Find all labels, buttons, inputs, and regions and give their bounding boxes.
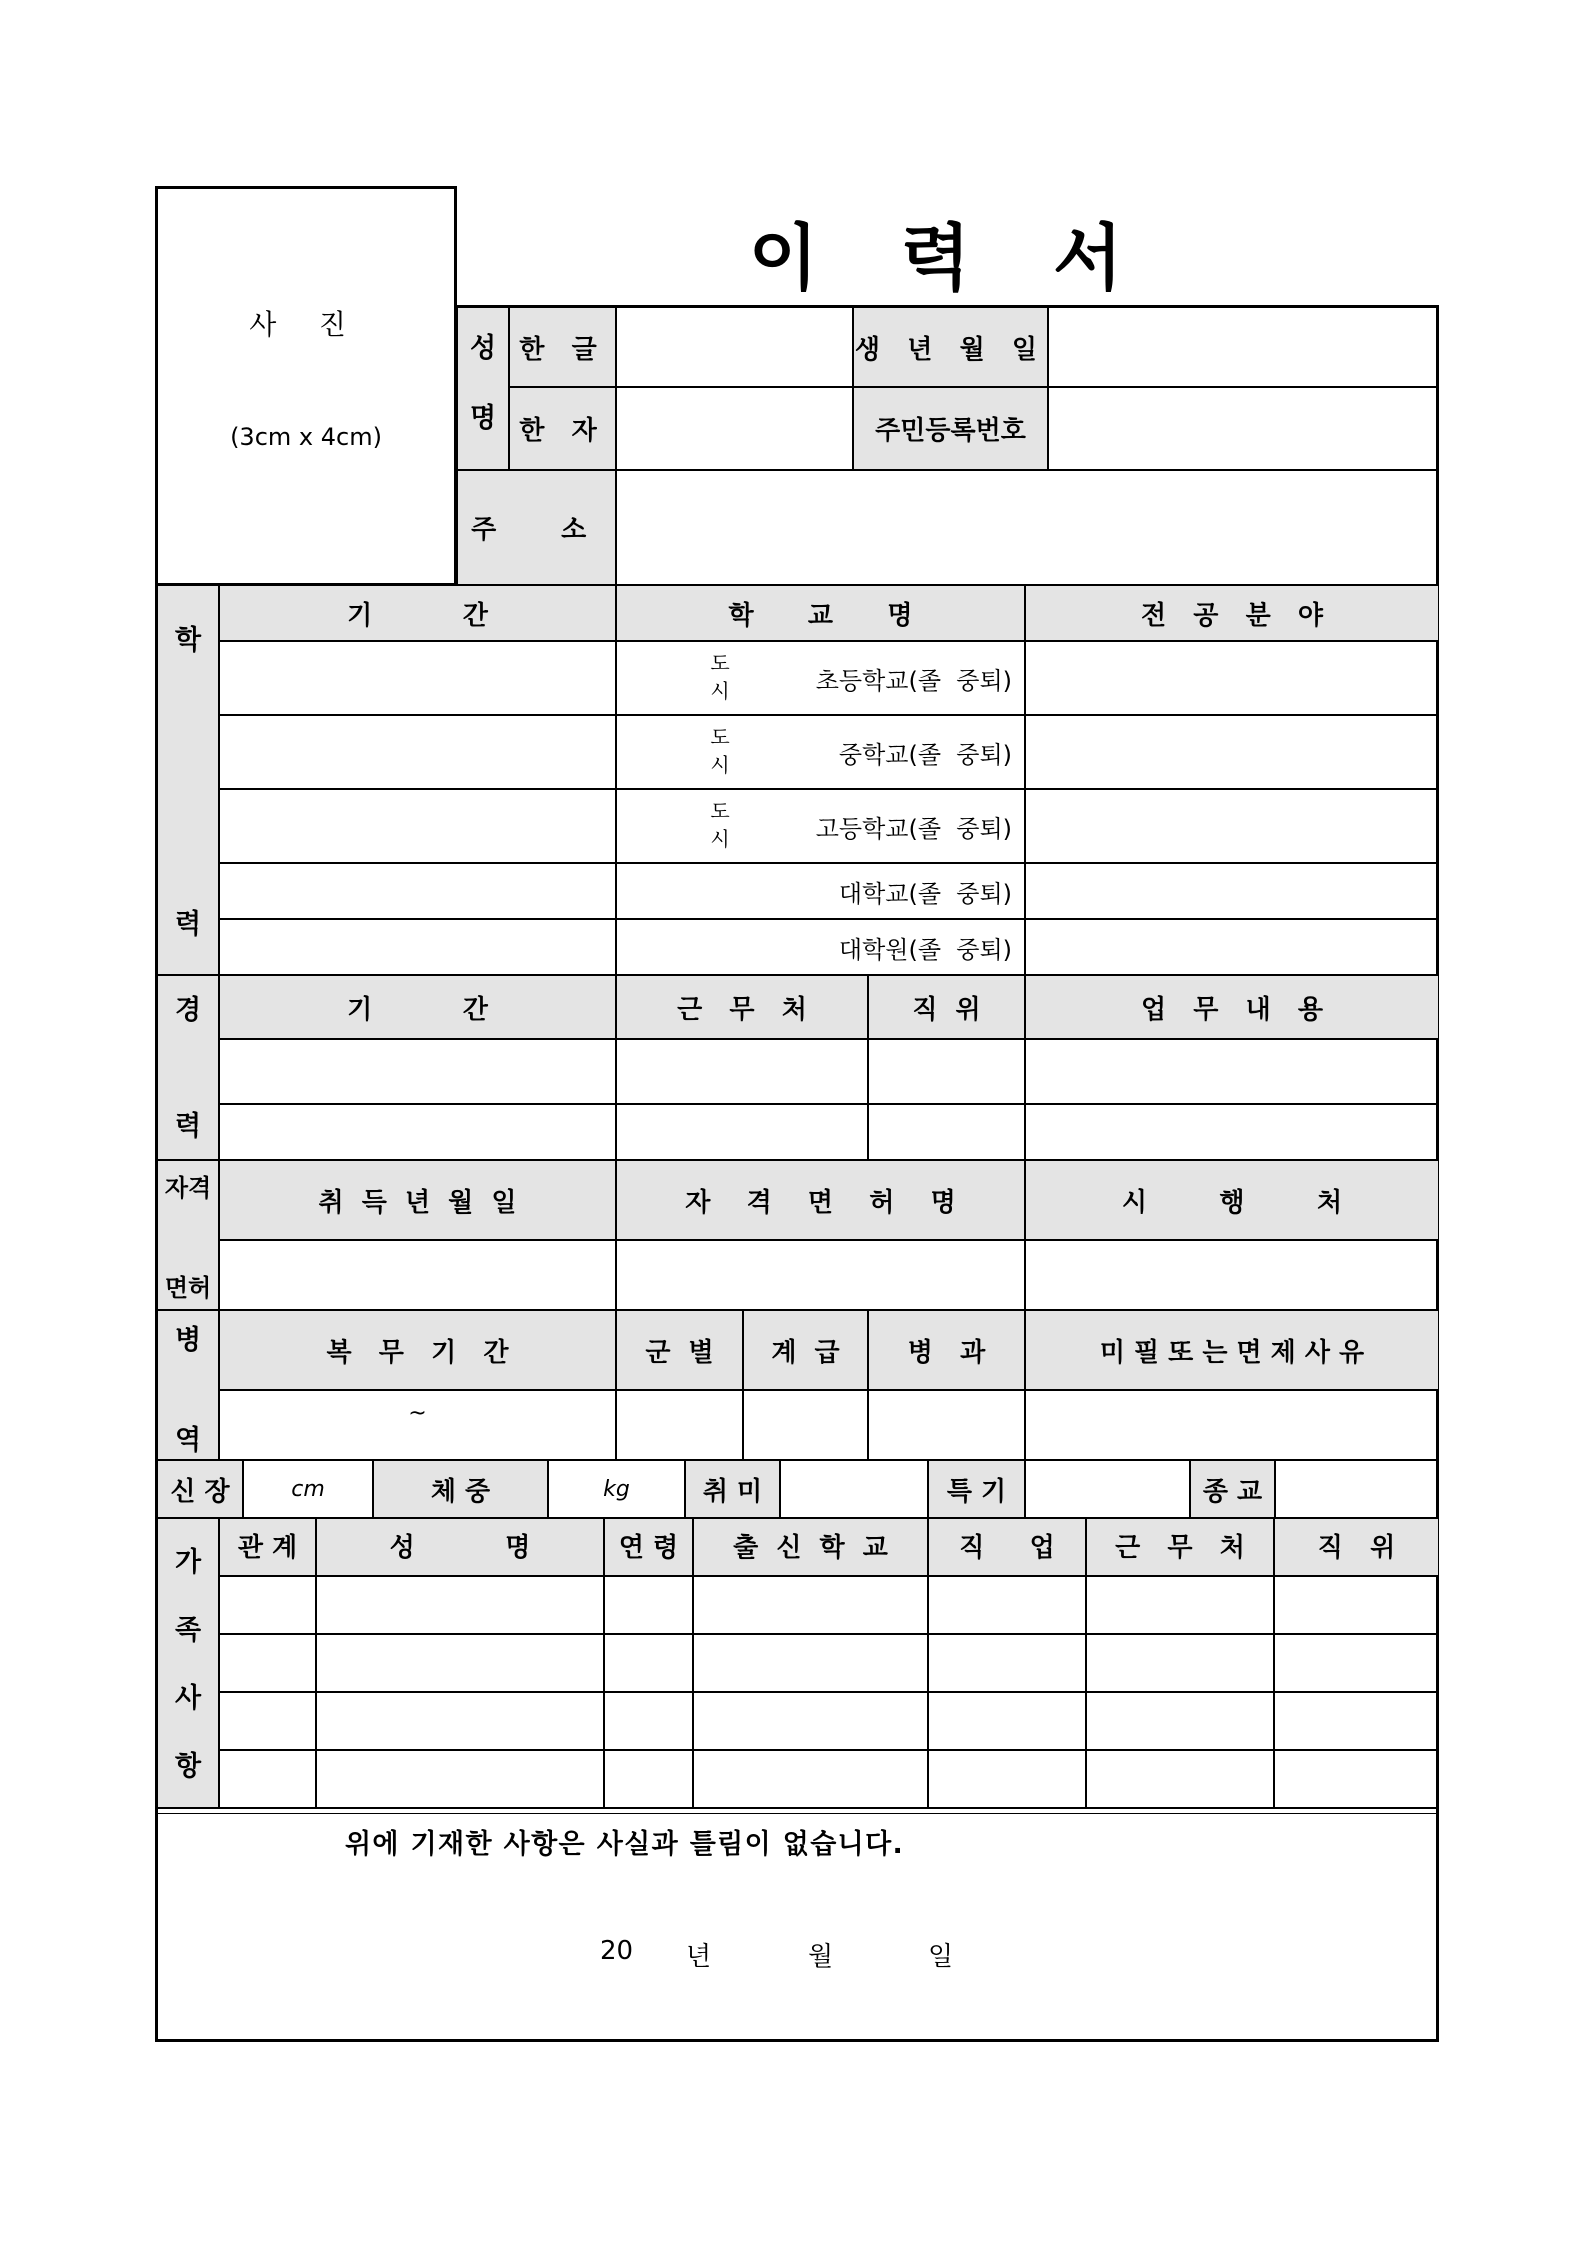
education-major-3[interactable] bbox=[1025, 789, 1439, 863]
page-title: 이 력 서 bbox=[748, 216, 1152, 300]
city-label-3-a: 도 bbox=[710, 799, 730, 823]
military-header-specialty: 병 과 bbox=[868, 1310, 1025, 1390]
id-number-label: 주민등록번호 bbox=[853, 387, 1048, 470]
education-school-2[interactable] bbox=[616, 715, 1025, 789]
career-duties-2[interactable] bbox=[1025, 1104, 1439, 1160]
education-period-4[interactable] bbox=[219, 863, 616, 919]
career-side-1: 경 bbox=[174, 995, 202, 1026]
family-row-1-position[interactable] bbox=[1274, 1576, 1439, 1634]
education-header-major: 전 공 분 야 bbox=[1025, 585, 1439, 641]
photo-label: 사 진 bbox=[249, 308, 363, 341]
height-label: 신 장 bbox=[157, 1460, 243, 1518]
military-specialty-field[interactable] bbox=[868, 1390, 1025, 1460]
education-school-1[interactable] bbox=[616, 641, 1025, 715]
address-field[interactable] bbox=[616, 470, 1439, 585]
education-header-period: 기 간 bbox=[219, 585, 616, 641]
hangul-name-field[interactable] bbox=[616, 307, 853, 387]
family-header-job: 직 업 bbox=[928, 1518, 1086, 1576]
family-header-name: 성 명 bbox=[316, 1518, 604, 1576]
license-side-1: 자격 bbox=[164, 1174, 212, 1202]
footer-year: 20 bbox=[600, 1936, 634, 1966]
education-period-2[interactable] bbox=[219, 715, 616, 789]
military-header-rank: 계 급 bbox=[743, 1310, 868, 1390]
family-row-2-name[interactable] bbox=[316, 1634, 604, 1692]
military-exemption-field[interactable] bbox=[1025, 1390, 1439, 1460]
city-label-1-b: 시 bbox=[710, 679, 730, 703]
skill-field[interactable] bbox=[1025, 1460, 1190, 1518]
footer-year-label: 년 bbox=[686, 1942, 712, 1972]
family-header-age: 연 령 bbox=[604, 1518, 693, 1576]
footer-month-label: 월 bbox=[808, 1942, 834, 1972]
family-side-1: 가 bbox=[174, 1547, 202, 1578]
military-rank-field[interactable] bbox=[743, 1390, 868, 1460]
military-side-2: 역 bbox=[174, 1425, 202, 1456]
family-row-2-workplace[interactable] bbox=[1086, 1634, 1274, 1692]
family-row-3-school[interactable] bbox=[693, 1692, 928, 1750]
license-header-date: 취 득 년 월 일 bbox=[219, 1160, 616, 1240]
family-row-3-relation[interactable] bbox=[219, 1692, 316, 1750]
city-label-3-b: 시 bbox=[710, 827, 730, 851]
skill-label: 특 기 bbox=[928, 1460, 1025, 1518]
family-side-2: 족 bbox=[174, 1615, 202, 1646]
education-school-4-text: 대학교(졸 중퇴) bbox=[838, 879, 1012, 908]
height-field[interactable] bbox=[243, 1460, 373, 1518]
career-period-2[interactable] bbox=[219, 1104, 616, 1160]
weight-field[interactable] bbox=[548, 1460, 685, 1518]
footer-day-label: 일 bbox=[928, 1942, 954, 1972]
military-header-exemption: 미 필 또 는 면 제 사 유 bbox=[1025, 1310, 1439, 1390]
family-row-4-workplace[interactable] bbox=[1086, 1750, 1274, 1808]
career-period-1[interactable] bbox=[219, 1039, 616, 1104]
family-row-1-relation[interactable] bbox=[219, 1576, 316, 1634]
education-header-school: 학 교 명 bbox=[616, 585, 1025, 641]
military-period-tilde: ~ bbox=[408, 1401, 427, 1426]
education-school-3[interactable] bbox=[616, 789, 1025, 863]
license-issuer-1[interactable] bbox=[1025, 1240, 1439, 1310]
military-branch-field[interactable] bbox=[616, 1390, 743, 1460]
military-header-branch: 군 별 bbox=[616, 1310, 743, 1390]
name-side-2: 명 bbox=[469, 403, 497, 434]
education-major-2[interactable] bbox=[1025, 715, 1439, 789]
education-major-5[interactable] bbox=[1025, 919, 1439, 975]
license-header-issuer: 시 행 처 bbox=[1025, 1160, 1439, 1240]
education-school-3-text: 고등학교(졸 중퇴) bbox=[815, 814, 1012, 843]
footer-statement: 위에 기재한 사항은 사실과 틀림이 없습니다. bbox=[345, 1829, 905, 1860]
military-side-1: 병 bbox=[174, 1325, 202, 1356]
address-label: 주 소 bbox=[457, 470, 616, 585]
city-label-2-b: 시 bbox=[710, 753, 730, 777]
family-row-3-workplace[interactable] bbox=[1086, 1692, 1274, 1750]
family-header-school: 출 신 학 교 bbox=[693, 1518, 928, 1576]
career-header-period: 기 간 bbox=[219, 975, 616, 1039]
family-row-4-relation[interactable] bbox=[219, 1750, 316, 1808]
education-side-1: 학 bbox=[174, 625, 202, 656]
education-major-4[interactable] bbox=[1025, 863, 1439, 919]
family-row-2-position[interactable] bbox=[1274, 1634, 1439, 1692]
education-school-5[interactable] bbox=[616, 919, 1025, 975]
family-row-4-job[interactable] bbox=[928, 1750, 1086, 1808]
hangul-label: 한 글 bbox=[509, 307, 616, 387]
family-row-1-school[interactable] bbox=[693, 1576, 928, 1634]
family-row-1-workplace[interactable] bbox=[1086, 1576, 1274, 1634]
family-side-3: 사 bbox=[174, 1683, 202, 1714]
education-period-3[interactable] bbox=[219, 789, 616, 863]
family-row-4-position[interactable] bbox=[1274, 1750, 1439, 1808]
family-row-2-relation[interactable] bbox=[219, 1634, 316, 1692]
career-position-1[interactable] bbox=[868, 1039, 1025, 1104]
education-school-2-text: 중학교(졸 중퇴) bbox=[838, 740, 1012, 769]
religion-label: 종 교 bbox=[1190, 1460, 1275, 1518]
license-side-2: 면허 bbox=[164, 1274, 212, 1302]
weight-label: 체 중 bbox=[373, 1460, 548, 1518]
career-workplace-2[interactable] bbox=[616, 1104, 868, 1160]
education-school-1-text: 초등학교(졸 중퇴) bbox=[815, 666, 1012, 695]
family-row-1-age[interactable] bbox=[604, 1576, 693, 1634]
photo-size: (3cm x 4cm) bbox=[230, 423, 382, 451]
family-row-2-school[interactable] bbox=[693, 1634, 928, 1692]
family-row-3-name[interactable] bbox=[316, 1692, 604, 1750]
education-period-5[interactable] bbox=[219, 919, 616, 975]
family-header-position: 직 위 bbox=[1274, 1518, 1439, 1576]
family-side-4: 항 bbox=[174, 1751, 202, 1782]
career-side-2: 력 bbox=[174, 1111, 202, 1142]
family-row-3-position[interactable] bbox=[1274, 1692, 1439, 1750]
career-header-workplace: 근 무 처 bbox=[616, 975, 868, 1039]
family-header-workplace: 근 무 처 bbox=[1086, 1518, 1274, 1576]
license-name-1[interactable] bbox=[616, 1240, 1025, 1310]
birth-field[interactable] bbox=[1048, 307, 1439, 387]
education-period-1[interactable] bbox=[219, 641, 616, 715]
weight-unit: kg bbox=[603, 1476, 630, 1502]
family-row-3-age[interactable] bbox=[604, 1692, 693, 1750]
name-side-1: 성 bbox=[469, 333, 497, 364]
id-number-field[interactable] bbox=[1048, 387, 1439, 470]
family-header-relation: 관 계 bbox=[219, 1518, 316, 1576]
career-header-duties: 업 무 내 용 bbox=[1025, 975, 1439, 1039]
military-period-field[interactable] bbox=[219, 1390, 616, 1460]
family-row-2-age[interactable] bbox=[604, 1634, 693, 1692]
family-row-1-name[interactable] bbox=[316, 1576, 604, 1634]
family-row-4-school[interactable] bbox=[693, 1750, 928, 1808]
military-header-period: 복 무 기 간 bbox=[219, 1310, 616, 1390]
education-major-1[interactable] bbox=[1025, 641, 1439, 715]
birth-label: 생 년 월 일 bbox=[853, 307, 1048, 387]
family-row-1-job[interactable] bbox=[928, 1576, 1086, 1634]
career-header-position: 직 위 bbox=[868, 975, 1025, 1039]
city-label-3 bbox=[700, 797, 740, 853]
religion-field[interactable] bbox=[1275, 1460, 1439, 1518]
city-label-1 bbox=[700, 649, 740, 705]
license-date-1[interactable] bbox=[219, 1240, 616, 1310]
footer-separator bbox=[157, 1808, 1439, 1814]
hobby-field[interactable] bbox=[780, 1460, 928, 1518]
hobby-label: 취 미 bbox=[685, 1460, 780, 1518]
city-label-2 bbox=[700, 723, 740, 779]
family-row-4-age[interactable] bbox=[604, 1750, 693, 1808]
career-workplace-1[interactable] bbox=[616, 1039, 868, 1104]
height-unit: cm bbox=[291, 1476, 325, 1502]
family-row-2-job[interactable] bbox=[928, 1634, 1086, 1692]
city-label-1-a: 도 bbox=[710, 651, 730, 675]
education-side-2: 력 bbox=[174, 909, 202, 940]
family-row-3-job[interactable] bbox=[928, 1692, 1086, 1750]
education-school-5-text: 대학원(졸 중퇴) bbox=[838, 935, 1012, 964]
hanja-name-field[interactable] bbox=[616, 387, 853, 470]
career-position-2[interactable] bbox=[868, 1104, 1025, 1160]
hanja-label: 한 자 bbox=[509, 387, 616, 470]
career-duties-1[interactable] bbox=[1025, 1039, 1439, 1104]
city-label-2-a: 도 bbox=[710, 725, 730, 749]
education-school-4[interactable] bbox=[616, 863, 1025, 919]
family-row-4-name[interactable] bbox=[316, 1750, 604, 1808]
license-header-name: 자 격 면 허 명 bbox=[616, 1160, 1025, 1240]
